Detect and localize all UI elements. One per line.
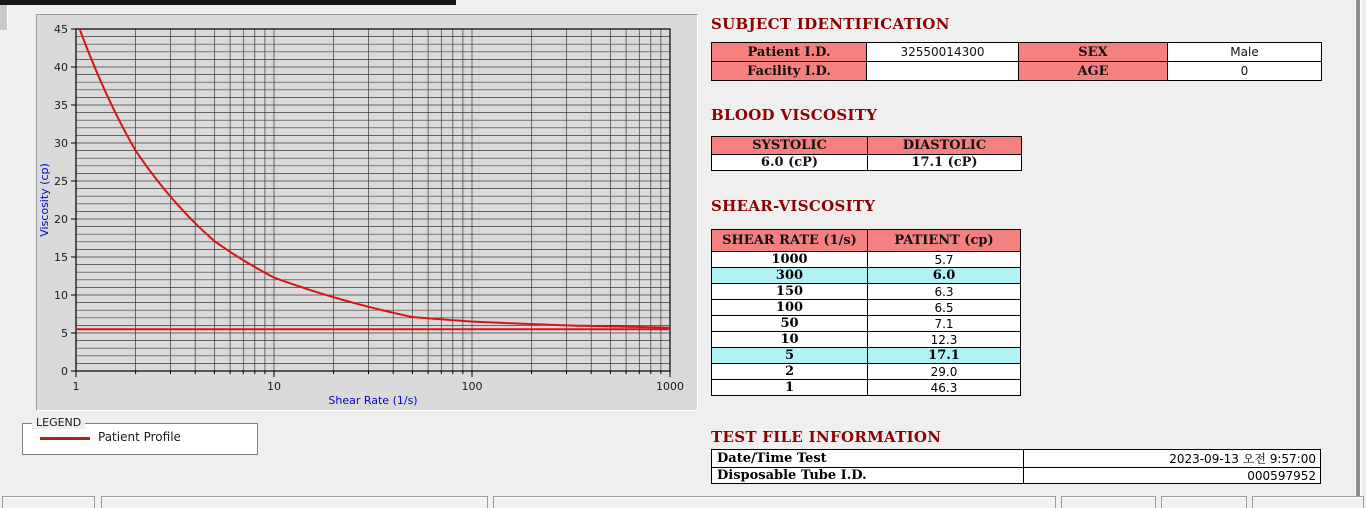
statusbar-segment [1061,496,1156,508]
test-file-information-table [711,449,1321,484]
top-window-edge [0,0,456,5]
patient-value-cell: 5.7 [868,252,1021,268]
svg-text:25: 25 [54,175,68,188]
shear-rate-cell: 50 [712,316,868,332]
table-row [712,468,1321,484]
facility-id-label: Facility I.D. [712,62,867,81]
patient-value-cell: 6.5 [868,300,1021,316]
table-row [712,230,1021,252]
left-window-edge [0,5,8,30]
shear-rate-cell: 1000 [712,252,868,268]
svg-text:Shear Rate (1/s): Shear Rate (1/s) [328,394,418,407]
test-file-information-title: TEST FILE INFORMATION [711,428,942,446]
statusbar-segment [1252,496,1364,508]
shear-row [712,300,1021,316]
svg-text:35: 35 [54,99,68,112]
age-value[interactable]: 0 [1168,62,1322,81]
svg-text:Viscosity (cp): Viscosity (cp) [38,163,51,237]
svg-text:45: 45 [54,23,68,36]
diastolic-header: DIASTOLIC [868,137,1022,155]
panel-divider [1355,0,1362,508]
patient-id-value[interactable]: 32550014300 [867,43,1019,62]
shear-rate-cell: 10 [712,332,868,348]
disposable-tube-id-value: 000597952 [1024,468,1321,484]
blood-viscosity-title: BLOOD VISCOSITY [711,106,878,124]
shear-row [712,332,1021,348]
table-row [712,450,1321,468]
svg-text:0: 0 [61,365,68,378]
disposable-tube-id-label: Disposable Tube I.D. [712,468,1024,484]
table-row [712,43,1322,62]
shear-rate-cell: 2 [712,364,868,380]
diastolic-value: 17.1 (cP) [868,155,1022,171]
statusbar-segment [493,496,1056,508]
sex-value[interactable]: Male [1168,43,1322,62]
viscosity-chart-panel [36,14,698,411]
shear-row [712,252,1021,268]
svg-text:1: 1 [72,380,80,393]
svg-text:20: 20 [54,213,68,226]
age-label: AGE [1019,62,1168,81]
statusbar-segment [2,496,95,508]
svg-text:10: 10 [267,380,281,393]
shear-rate-header: SHEAR RATE (1/s) [712,230,868,252]
subject-identification-table [711,42,1322,81]
shear-viscosity-chart [37,15,697,410]
legend-item-label: Patient Profile [98,430,181,444]
shear-row [712,380,1021,396]
systolic-value: 6.0 (cP) [712,155,868,171]
legend-line-sample [40,437,90,440]
legend-title: LEGEND [32,416,85,429]
patient-value-cell: 17.1 [868,348,1021,364]
patient-value-cell: 46.3 [868,380,1021,396]
svg-text:30: 30 [54,137,68,150]
table-row [712,62,1322,81]
patient-value-cell: 6.0 [868,268,1021,284]
svg-text:1000: 1000 [656,380,684,393]
shear-row [712,316,1021,332]
svg-text:10: 10 [54,289,68,302]
patient-value-cell: 7.1 [868,316,1021,332]
shear-viscosity-title: SHEAR-VISCOSITY [711,197,876,215]
shear-rate-cell: 150 [712,284,868,300]
date-time-test-label: Date/Time Test [712,450,1024,468]
statusbar-segment [1161,496,1247,508]
shear-rate-cell: 300 [712,268,868,284]
patient-value-cell: 6.3 [868,284,1021,300]
patient-value-cell: 12.3 [868,332,1021,348]
date-time-test-value: 2023-09-13 오전 9:57:00 [1024,450,1321,468]
systolic-header: SYSTOLIC [712,137,868,155]
patient-value-cell: 29.0 [868,364,1021,380]
patient-cp-header: PATIENT (cp) [868,230,1021,252]
patient-id-label: Patient I.D. [712,43,867,62]
blood-viscosity-table [711,136,1022,171]
shear-rate-cell: 1 [712,380,868,396]
shear-rate-cell: 100 [712,300,868,316]
shear-viscosity-table [711,229,1021,396]
sex-label: SEX [1019,43,1168,62]
statusbar-segment [101,496,488,508]
svg-text:5: 5 [61,327,68,340]
shear-rate-cell: 5 [712,348,868,364]
svg-text:100: 100 [461,380,483,393]
svg-text:40: 40 [54,61,68,74]
shear-row [712,364,1021,380]
shear-row [712,348,1021,364]
shear-row [712,268,1021,284]
table-row [712,137,1022,155]
shear-row [712,284,1021,300]
facility-id-value[interactable] [867,62,1019,81]
svg-text:15: 15 [54,251,68,264]
subject-identification-title: SUBJECT IDENTIFICATION [711,15,950,33]
table-row [712,155,1022,171]
